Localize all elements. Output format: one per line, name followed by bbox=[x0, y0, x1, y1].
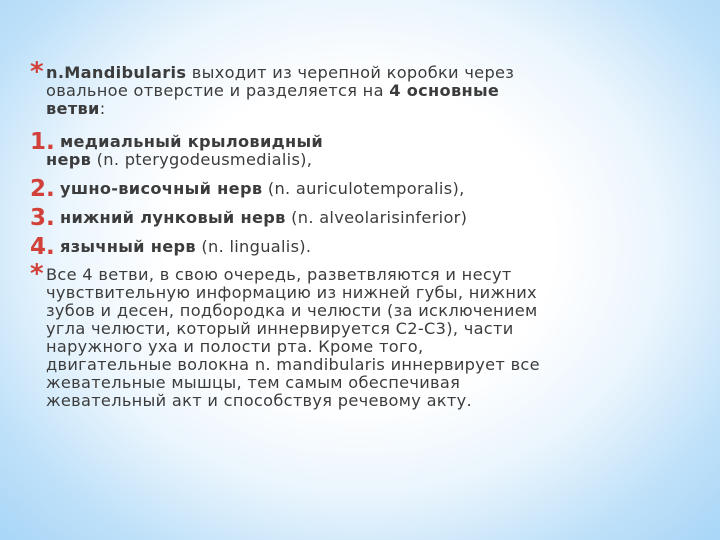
branch-number: 2. bbox=[30, 176, 55, 202]
summary-bullet bbox=[30, 259, 698, 410]
branch-name: язычный нерв bbox=[60, 237, 196, 256]
summary-line: угла челюсти, который иннервируется С2-С3), части bbox=[46, 319, 514, 338]
summary-line: жевательный акт и способствуя речевому акту. bbox=[46, 391, 472, 410]
intro-text: n.Mandibularis выходит из черепной коробки через овальное отверстие и разделяется на 4 основные ветви: bbox=[46, 63, 515, 118]
branch-item-2 bbox=[30, 176, 698, 202]
intro-bullet bbox=[30, 57, 698, 118]
branch-latin: (n. alveolarisinferior) bbox=[285, 208, 468, 227]
summary-line: наружного уха и полости рта. Кроме того, bbox=[46, 337, 424, 356]
branch-name: ушно-височный нерв bbox=[60, 179, 263, 198]
branch-name: нижний лунковый нерв bbox=[60, 208, 286, 227]
summary-line: чувствительную информацию из нижней губы, нижних bbox=[46, 283, 537, 302]
summary-line: двигательные волокна n. mandibularis иннервирует все bbox=[46, 355, 540, 374]
nerve-term: n.Mandibularis bbox=[46, 63, 187, 82]
branch-latin: (n. pterygodeusmedialis), bbox=[91, 150, 313, 169]
summary-text bbox=[46, 266, 698, 410]
branch-item-1: 1. медиальный крыловидный нерв (n. pterygodeusmedialis), bbox=[30, 129, 324, 169]
branch-latin: (n. lingualis). bbox=[195, 237, 312, 256]
branch-name: медиальный крыловидный bbox=[60, 132, 324, 151]
summary-line: Все 4 ветви, в свою очередь, разветвляются и несут bbox=[46, 265, 512, 284]
summary-line: зубов и десен, подбородка и челюсти (за исключением bbox=[46, 301, 538, 320]
branch-number: 3. bbox=[30, 205, 55, 231]
summary-line: жевательные мышцы, тем самым обеспечивая bbox=[46, 373, 461, 392]
branch-item-4 bbox=[30, 234, 698, 260]
star-bullet-icon: * bbox=[30, 259, 44, 289]
branch-number: 1. bbox=[30, 129, 55, 155]
star-bullet-icon: * bbox=[30, 57, 44, 87]
branch-item-3 bbox=[30, 205, 698, 231]
branch-latin: (n. auriculotemporalis), bbox=[262, 179, 465, 198]
branch-number: 4. bbox=[30, 234, 55, 260]
